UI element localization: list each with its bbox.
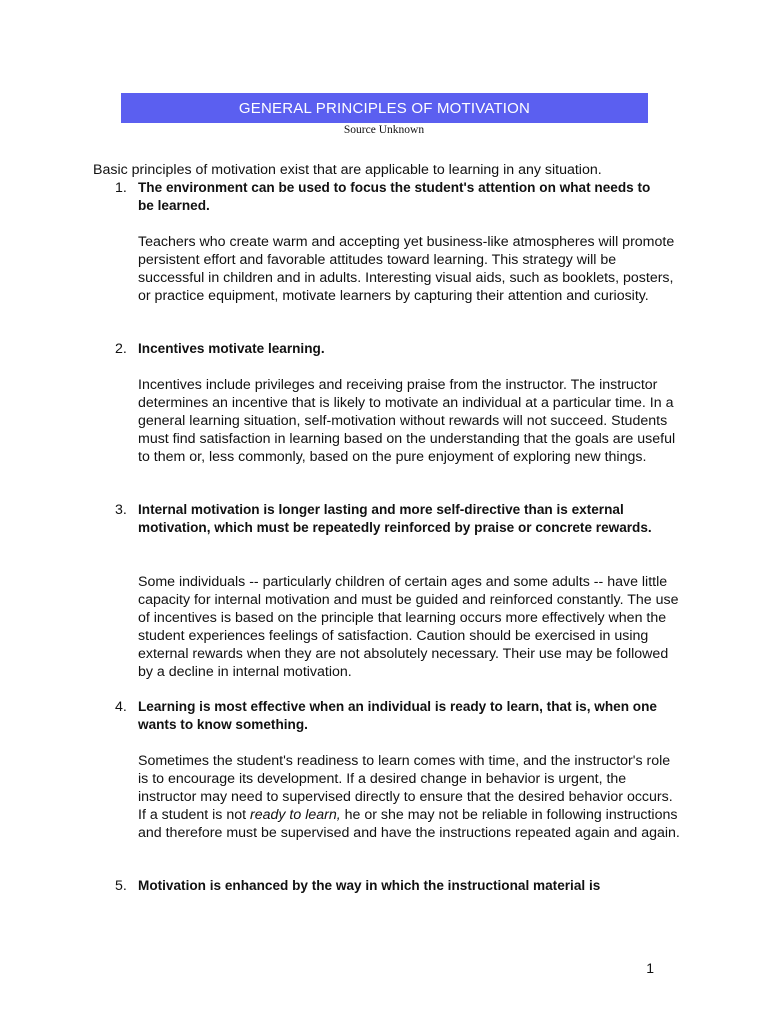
source-line: Source Unknown bbox=[343, 124, 425, 136]
item-number: 5. bbox=[115, 878, 127, 894]
item-paragraph-part: he or she may not be reliable in following instructions and therefore must be supervised and have the instructions repeated again and again. bbox=[138, 807, 680, 841]
item-heading: Internal motivation is longer lasting and more self-directive than is external motivation, which must be repeatedly reinforced by praise or concrete rewards. bbox=[138, 502, 652, 535]
item-paragraph: Teachers who create warm and accepting yet business-like atmospheres will promote persistent effort and favorable attitudes toward learning. This strategy will be successful in children and in adults. Interesting visual aids, such as booklets, posters, or practice equipment, motivate learners by capturing their attention and curiosity. bbox=[138, 234, 675, 304]
intro-paragraph: Basic principles of motivation exist that are applicable to learning in any situation. bbox=[93, 162, 602, 178]
item-paragraph: Some individuals -- particularly children of certain ages and some adults -- have little capacity for internal motivation and must be guided and reinforced constantly. The use of incentives is based on the principle that learning occurs more effectively when the student experiences feelings of satisfaction. Caution should be exercised in using external rewards when they are not absolutely necessary. Their use may be followed by a decline in internal motivation. bbox=[138, 574, 679, 680]
item-paragraph bbox=[138, 752, 683, 842]
item-heading: Incentives motivate learning. bbox=[138, 341, 325, 356]
item-paragraph-emphasis: ready to learn, bbox=[250, 807, 341, 823]
item-paragraph: Incentives include privileges and receiving praise from the instructor. The instructor determines an incentive that is likely to motivate an individual at a particular time. In a general learning situation, self-motivation without rewards will not succeed. Students must find satisfaction in learning based on the understanding that the goals are useful to them or, less commonly, based on the pure enjoyment of exploring new things. bbox=[138, 377, 676, 465]
item-heading: The environment can be used to focus the student's attention on what needs to be learned. bbox=[138, 180, 651, 213]
item-heading: Learning is most effective when an individual is ready to learn, that is, when one wants to know something. bbox=[138, 699, 657, 732]
item-paragraph-part: Sometimes the student's readiness to learn comes with time, and the instructor's role is to encourage its development. If a desired change in behavior is urgent, the instructor may need to supervised directly to ensure that the desired behavior occurs. If a student is not bbox=[138, 753, 673, 823]
document-title-text: GENERAL PRINCIPLES OF MOTIVATION bbox=[238, 99, 531, 117]
document-title bbox=[121, 93, 648, 123]
page-number: 1 bbox=[646, 960, 654, 976]
item-number: 2. bbox=[115, 341, 127, 357]
item-heading: Motivation is enhanced by the way in which the instructional material is bbox=[138, 878, 601, 893]
item-number: 1. bbox=[115, 180, 127, 196]
item-number: 4. bbox=[115, 699, 127, 715]
item-number: 3. bbox=[115, 502, 127, 518]
